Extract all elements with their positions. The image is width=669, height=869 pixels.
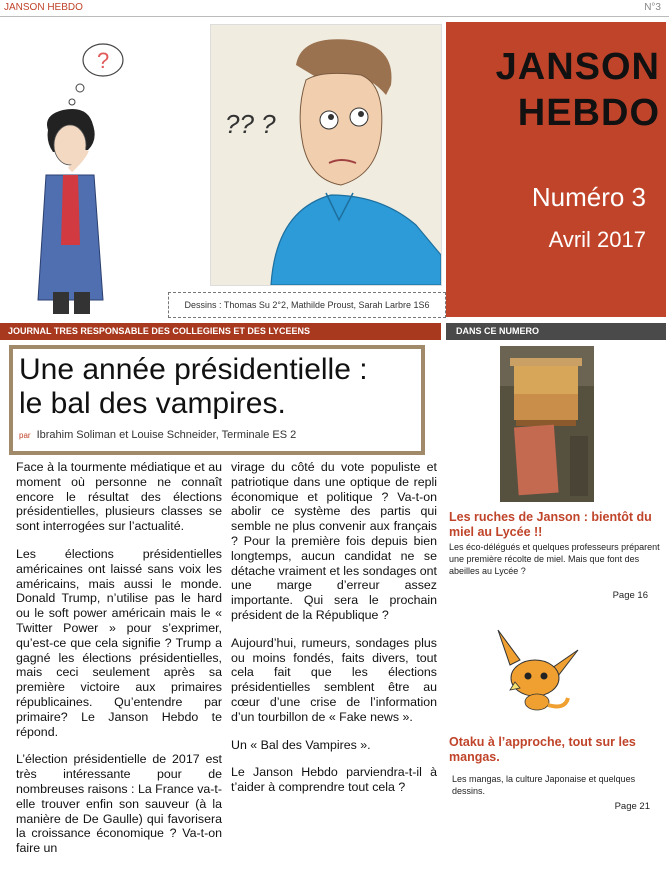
paragraph: Le Janson Hebdo parviendra-t-il à t’aider à comprendre tout cela ? <box>231 765 437 795</box>
section-band-contents: DANS CE NUMERO <box>446 323 666 340</box>
sidebar-item-page: Page 21 <box>614 801 650 812</box>
illustration-credits: Dessins : Thomas Su 2°2, Mathilde Proust, Sarah Larbre 1S6 <box>168 292 446 318</box>
fox-drawing <box>480 610 590 720</box>
sidebar-item-page: Page 16 <box>612 590 648 601</box>
beehive-photo <box>500 346 594 502</box>
paragraph: virage du côté du vote populiste et patriotique dans une optique de repli économique et politique ? Va-t-on abolir ce système des partis qui semble ne plus convenir aux français ? Pour la première fois depuis bien longtemps, aucun candidat ne se détache vraiment et les sondages ont une marge d’erreur assez importante. Qui sera le prochain président de la République ? <box>231 460 437 622</box>
issue-number: N°3 <box>644 2 661 13</box>
masthead-title: JANSON HEBDO <box>495 46 660 134</box>
sidebar-item-desc: Les éco-délégués et quelques professeurs préparent une première récolte de miel. Mais que font des abeilles au Lycée ? <box>449 542 660 576</box>
header-rule <box>0 16 669 17</box>
section-band-journal: JOURNAL TRES RESPONSABLE DES COLLEGIENS ET DES LYCEENS <box>0 323 441 340</box>
paragraph: Les élections présidentielles américaines ont laissé sans voix les américains, mais aussi le monde. Donald Trump, n’utilise pas le hard ou le soft power américain mais le « Twitter Power » pour s’exprimer, qu’est-ce que cela signifie ? Trump a gagné les élections présidentielles, mais ceci seulement après sa première victoire aux primaires républicaines. Qu’entendre par primaire? Le Janson Hebdo te répond. <box>16 546 222 739</box>
question-mark-red: ? <box>97 48 110 73</box>
masthead-date: Avril 2017 <box>548 227 646 252</box>
article-headline: Une année présidentielle : le bal des vampires. <box>19 353 368 420</box>
article-byline <box>19 429 296 441</box>
paragraph: Aujourd’hui, rumeurs, sondages plus ou moins fondés, faits divers, tout cela fait que les élections présidentielles semblent être au cœur d’une crise de l’information d’un tourbillon de « Fake news ». <box>231 635 437 724</box>
byline-prefix: par <box>19 431 31 440</box>
sidebar-item-title[interactable]: Les ruches de Janson : bientôt du miel au Lycée !! <box>449 510 652 539</box>
paragraph: Face à la tourmente médiatique et au moment où personne ne connaît encore le résultat des élections présidentielles, plusieurs classes se sont interrogées sur l’actualité. <box>16 460 222 534</box>
question-marks: ?? ? <box>225 109 276 139</box>
paragraph: Un « Bal des Vampires ». <box>231 737 371 752</box>
confused-man-illustration <box>210 24 442 286</box>
header-name: JANSON HEBDO <box>4 2 83 13</box>
masthead <box>446 22 666 317</box>
article-column-2 <box>231 460 437 808</box>
headline-box <box>9 345 425 455</box>
sidebar-item-desc: Les mangas, la culture Japonaise et quelques dessins. <box>452 774 636 796</box>
article-column-1 <box>16 460 222 869</box>
paragraph: L’élection présidentielle de 2017 est très intéressante pour de nombreuses raisons : La France va-t-elle trouver enfin son sauveur (à la manière de De Gaulle) qui favorisera la croissance économique ? Va-t-on faire un <box>16 752 222 856</box>
byline-authors: Ibrahim Soliman et Louise Schneider, Terminale ES 2 <box>36 429 297 441</box>
masthead-number: Numéro 3 <box>531 182 646 212</box>
boy-thinking-illustration <box>8 30 198 320</box>
sidebar-item-title[interactable]: Otaku à l’approche, tout sur les mangas. <box>449 735 636 764</box>
